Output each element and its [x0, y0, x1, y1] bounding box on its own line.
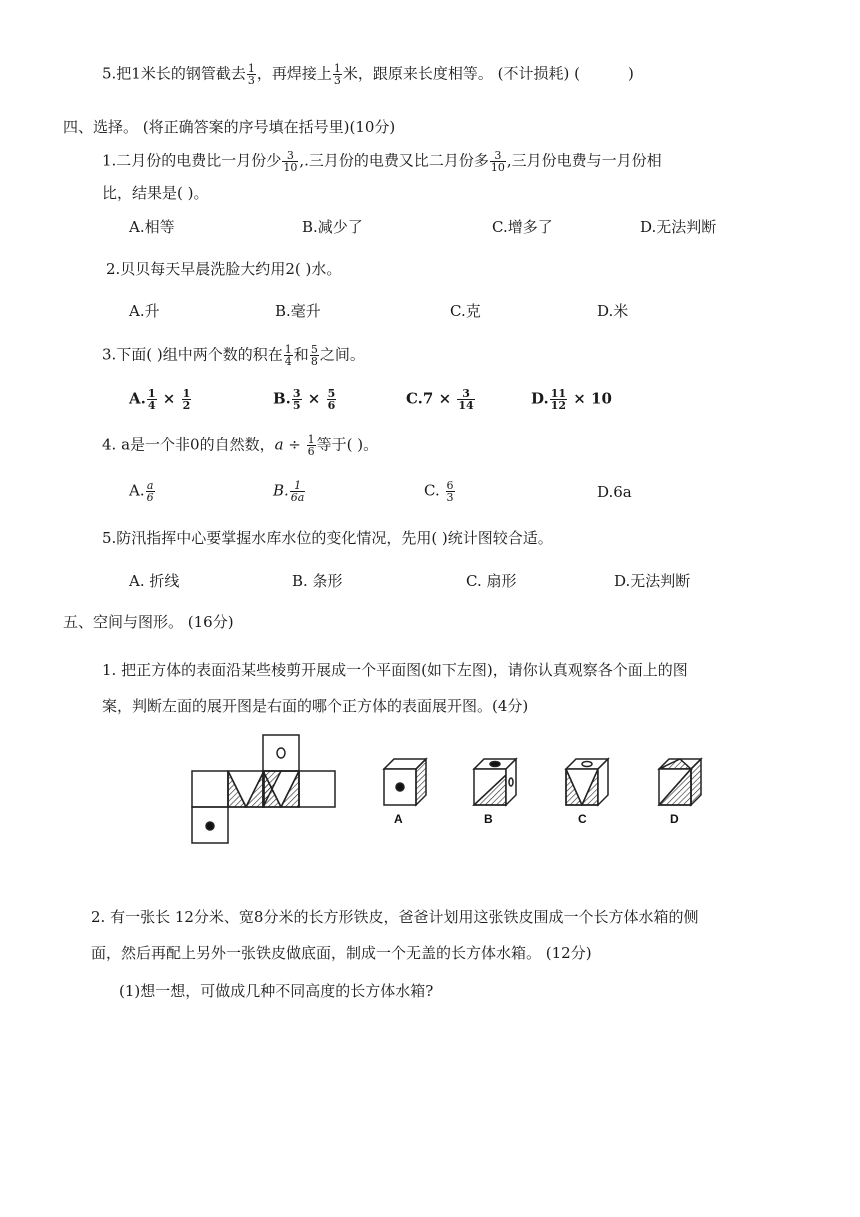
option-d[interactable]: D.无法判断	[640, 218, 717, 236]
section-5-title: 五、空间与图形。 (16分)	[63, 613, 234, 631]
fraction: $\frac{1}{3}$	[333, 62, 341, 87]
question-5-1-line2: 案，判断左面的展开图是右面的哪个正方体的表面展开图。(4分)	[102, 697, 529, 715]
cube-label-c: C	[578, 812, 587, 826]
question-4-1: 1.二月份的电费比一月份少 $\frac{3}{10}$ ,.三月份的电费又比二月份多 $\frac{3}{10}$ ,三月份电费与一月份相	[102, 149, 662, 174]
option-d[interactable]: D.无法判断	[614, 572, 691, 590]
cube-net	[192, 735, 335, 843]
question-5-2-line1: 2. 有一张长 12分米、宽8分米的长方形铁皮，爸爸计划用这张铁皮围成一个长方体水箱的侧	[91, 908, 699, 926]
cube-d[interactable]	[659, 759, 701, 805]
question-5-1-line1: 1. 把正方体的表面沿某些棱剪开展成一个平面图(如下左图)，请你认真观察各个面上的图	[102, 661, 688, 679]
cube-b[interactable]	[474, 759, 516, 805]
option-a[interactable]: A. 折线	[129, 572, 180, 590]
cube-a[interactable]	[384, 759, 426, 805]
question-5-2-sub1: (1)想一想，可做成几种不同高度的长方体水箱?	[119, 982, 434, 1000]
option-a[interactable]: A. $\frac{a}{6}$	[129, 479, 154, 504]
option-c[interactable]: C.克	[450, 302, 481, 320]
option-b[interactable]: B.毫升	[275, 302, 321, 320]
option-c[interactable]: C. $\frac{6}{3}$	[424, 479, 454, 504]
option-b[interactable]: B. 条形	[292, 572, 343, 590]
fraction: $\frac{1}{3}$	[247, 62, 255, 87]
fraction: $\frac{1}{4}$	[284, 343, 292, 368]
question-3-5: 5.把1米长的钢管截去 $\frac{1}{3}$ ，再焊接上 $\frac{1}{3}$ 米，跟原来长度相等。 (不计损耗) ( )	[102, 62, 634, 87]
question-5-2-line2: 面，然后再配上另外一张铁皮做底面，制成一个无盖的长方体水箱。 (12分)	[91, 944, 592, 962]
fraction: $\frac{3}{10}$	[490, 149, 505, 174]
cube-net-figure	[180, 725, 720, 855]
option-b[interactable]: B. $\frac{3}{5}$ × $\frac{5}{6}$	[273, 387, 336, 412]
fraction: $\frac{1}{6}$	[307, 433, 315, 458]
option-d[interactable]: D.6a	[597, 483, 632, 501]
cube-c[interactable]	[566, 759, 608, 805]
question-4-4: 4. a是一个非0的自然数，a ÷ $\frac{1}{6}$ 等于( )。	[102, 433, 379, 458]
fraction: $\frac{5}{8}$	[310, 343, 318, 368]
question-4-2: 2.贝贝每天早晨洗脸大约用2( )水。	[106, 260, 342, 278]
question-4-1-line2: 比，结果是( )。	[102, 184, 209, 202]
fraction: $\frac{3}{10}$	[283, 149, 298, 174]
option-d[interactable]: D.米	[597, 302, 629, 320]
option-a[interactable]: A.相等	[129, 218, 175, 236]
option-d[interactable]: D. $\frac{11}{12}$ × 10	[531, 387, 612, 412]
option-a[interactable]: A.升	[129, 302, 160, 320]
section-4-title: 四、选择。 (将正确答案的序号填在括号里)(10分)	[63, 118, 396, 136]
question-4-3: 3.下面( )组中两个数的积在 $\frac{1}{4}$ 和 $\frac{5}{8}$ 之间。	[102, 343, 365, 368]
question-4-5: 5.防汛指挥中心要掌握水库水位的变化情况，先用( )统计图较合适。	[102, 529, 553, 547]
cube-label-b: B	[484, 812, 493, 826]
option-c[interactable]: C. 扇形	[466, 572, 517, 590]
option-c[interactable]: C.增多了	[492, 218, 553, 236]
option-b[interactable]: B.减少了	[302, 218, 363, 236]
option-a[interactable]: A. $\frac{1}{4}$ × $\frac{1}{2}$	[129, 387, 191, 412]
cube-label-d: D	[670, 812, 679, 826]
cube-label-a: A	[394, 812, 403, 826]
option-c[interactable]: C.7 × $\frac{3}{14}$	[406, 387, 474, 412]
option-b[interactable]: B. $\frac{1}{6a}$	[273, 479, 305, 504]
